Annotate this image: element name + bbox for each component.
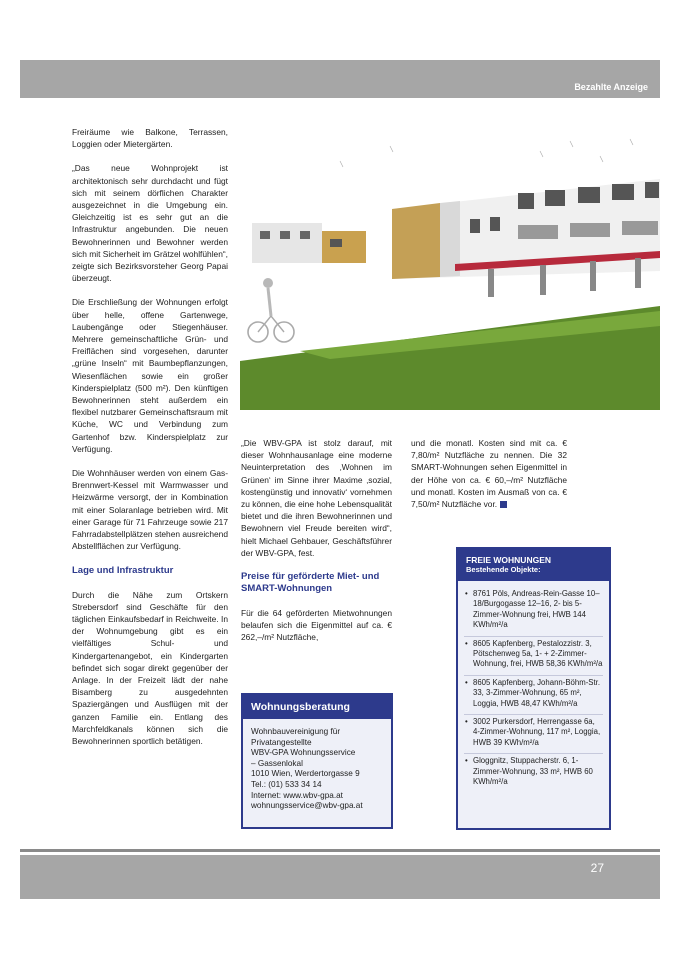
box-title: Wohnungsberatung — [243, 695, 391, 719]
paid-ad-label: Bezahlte Anzeige — [574, 82, 648, 92]
paragraph — [411, 437, 567, 510]
box-subtitle: Bestehende Objekte: — [466, 565, 541, 574]
paragraph: Freiräume wie Balkone, Terrassen, Loggien oder Mietergärten. — [72, 127, 228, 150]
list-item: • 3002 Purkersdorf, Herrengasse 6a, 4-Zimmer-Wohnung, 117 m², Loggia, HWB 39 KWh/m²/a — [464, 715, 603, 754]
apartment-list — [458, 581, 609, 793]
email-link[interactable]: wohnungsservice@wbv-gpa.at — [251, 801, 363, 811]
list-item: • 8605 Kapfenberg, Johann-Böhm-Str. 33, 3-Zimmer-Wohnung, 65 m², Loggia, HWB 48,47 KWh/m²/a — [464, 676, 603, 715]
paragraph: „Das neue Wohnprojekt ist architektonisch sehr durchdacht und fügt sich mit seinem dörflichen Charakter ausgezeichnet in die Umgebung ein. Gleichzeitig ist es sehr gut an die Infrastruktur angebunden. Die neuen Bewohnerinnen und Bewohner werden sich mit Sicherheit im Grätzel wohlfühlen“, zeigte sich Bezirksvorsteher Georg Papai überzeugt. — [72, 163, 228, 284]
paragraph: Für die 64 geförderten Mietwohnungen belaufen sich die Eigenmittel auf ca. € 262,–/m² Nutzfläche, — [241, 608, 392, 643]
section-heading: Lage und Infrastruktur — [72, 564, 174, 576]
contact-line: Wohnbauvereinigung für — [251, 727, 341, 736]
contact-line: – Gassenlokal — [251, 758, 303, 768]
column-3 — [411, 437, 567, 522]
list-item: • Gloggnitz, Stuppacherstr. 6, 1-Zimmer-Wohnung, 33 m², HWB 60 KWh/m²/a — [464, 754, 603, 792]
list-item: • 8605 Kapfenberg, Pestalozzistr. 3, Pötschenweg 5a, 1- + 2-Zimmer-Wohnung, frei, HWB 58,36 KWh/m²/a — [464, 637, 603, 676]
box-title: FREIE WOHNUNGEN — [466, 555, 551, 565]
top-band — [20, 60, 660, 98]
building-illustration — [240, 121, 660, 410]
footer-divider — [20, 849, 660, 852]
page-number: 27 — [590, 861, 604, 875]
contact-line: Privatangestellte — [251, 737, 312, 747]
end-mark-icon — [500, 501, 507, 508]
website-link[interactable]: Internet: www.wbv-gpa.at — [251, 790, 343, 800]
column-1 — [72, 126, 228, 759]
contact-line: Tel.: (01) 533 34 14 — [251, 779, 322, 789]
paragraph: „Die WBV-GPA ist stolz darauf, mit dieser Wohnhausanlage eine moderne Neuinterpretation des ‚Wohnen im Grünen‘ im Sinne ihrer Maxime ‚sozial, kostengünstig und innovativ‘ vornehmen zu können, die eine hohe Lebensqualität bietet und die ihren Bewohnerinnen und Bewohnern viel Freude bereiten wird“, hielt Michael Gehbauer, Geschäftsführer der WBV-GPA, fest. — [241, 438, 392, 558]
paragraph-text: und die monatl. Kosten sind mit ca. € 7,80/m² Nutzfläche zu nennen. Die 32 SMART-Wohnungen sehen Eigenmittel in der Höhe von ca. € 60,–/m² Nutzfläche und monatl. Kosten im Ausmaß von ca. € 7,50/m² Nutzfläche vor. — [411, 438, 567, 510]
paragraph: Durch die Nähe zum Ortskern Strebersdorf sind Geschäfte für den täglichen Einkaufsbedarf in Reichweite. In der Wohnumgebung gibt es ein vielfältiges Schul- und Kindergartenangebot, ein Kindergarten befindet sich sogar direkt gegenüber der Anlage. In der Freizeit lädt der nahe Bisamberg zu ausgedehnten Spaziergängen und Ausflügen mit der ganzen Familie ein. Entlang des Marchfeldkanals können sich die Bewohnerinnen sportlich betätigen. — [72, 589, 228, 746]
column-2 — [241, 437, 392, 656]
section-heading: Preise für geförderte Miet- und SMART-Wohnungen — [241, 571, 380, 595]
paragraph: Die Erschließung der Wohnungen erfolgt über helle, offene Gartenwege, Laubengänge oder Stiegenhäuser. Mehrere gemeinschaftliche Grün- und Freiflächen sind vorgesehen, darunter „grüne Inseln“ mit Baumbepflanzungen, Wiesenflächen sowie ein großer Kinderspielplatz (500 m²). Den künftigen Bewohnerinnen steht außerdem ein flexibel nutzbarer Gemeinschaftsraum mit Küche, WC und Verbindung zum Gartenhof bzw. Kinderspielplatz zur Verfügung. — [72, 297, 228, 454]
contact-line: WBV-GPA Wohnungsservice — [251, 748, 356, 758]
building-photo — [240, 121, 660, 410]
box-body — [243, 719, 391, 812]
wohnungsberatung-box — [241, 693, 393, 829]
contact-line: 1010 Wien, Werdertorgasse 9 — [251, 769, 360, 779]
freie-wohnungen-box — [456, 547, 611, 830]
paragraph: Die Wohnhäuser werden von einem Gas-Brennwert-Kessel mit Warmwasser und Heizwärme versorgt, der in Kombination mit einer Solaranlage betrieben wird. Mit einer Garage für 71 Fahrzeuge sowie 217 Fahrradabstellplätzen stehen ausreichend Abstellflächen zur Verfügung. — [72, 468, 228, 552]
box-header — [458, 549, 609, 581]
bottom-band — [20, 855, 660, 899]
list-item: • 8761 Pöls, Andreas-Rein-Gasse 10–18/Burgogasse 12–16, 2- bis 5-Zimmer-Wohnung frei, HWB 144 KWh/m²/a — [464, 587, 603, 637]
